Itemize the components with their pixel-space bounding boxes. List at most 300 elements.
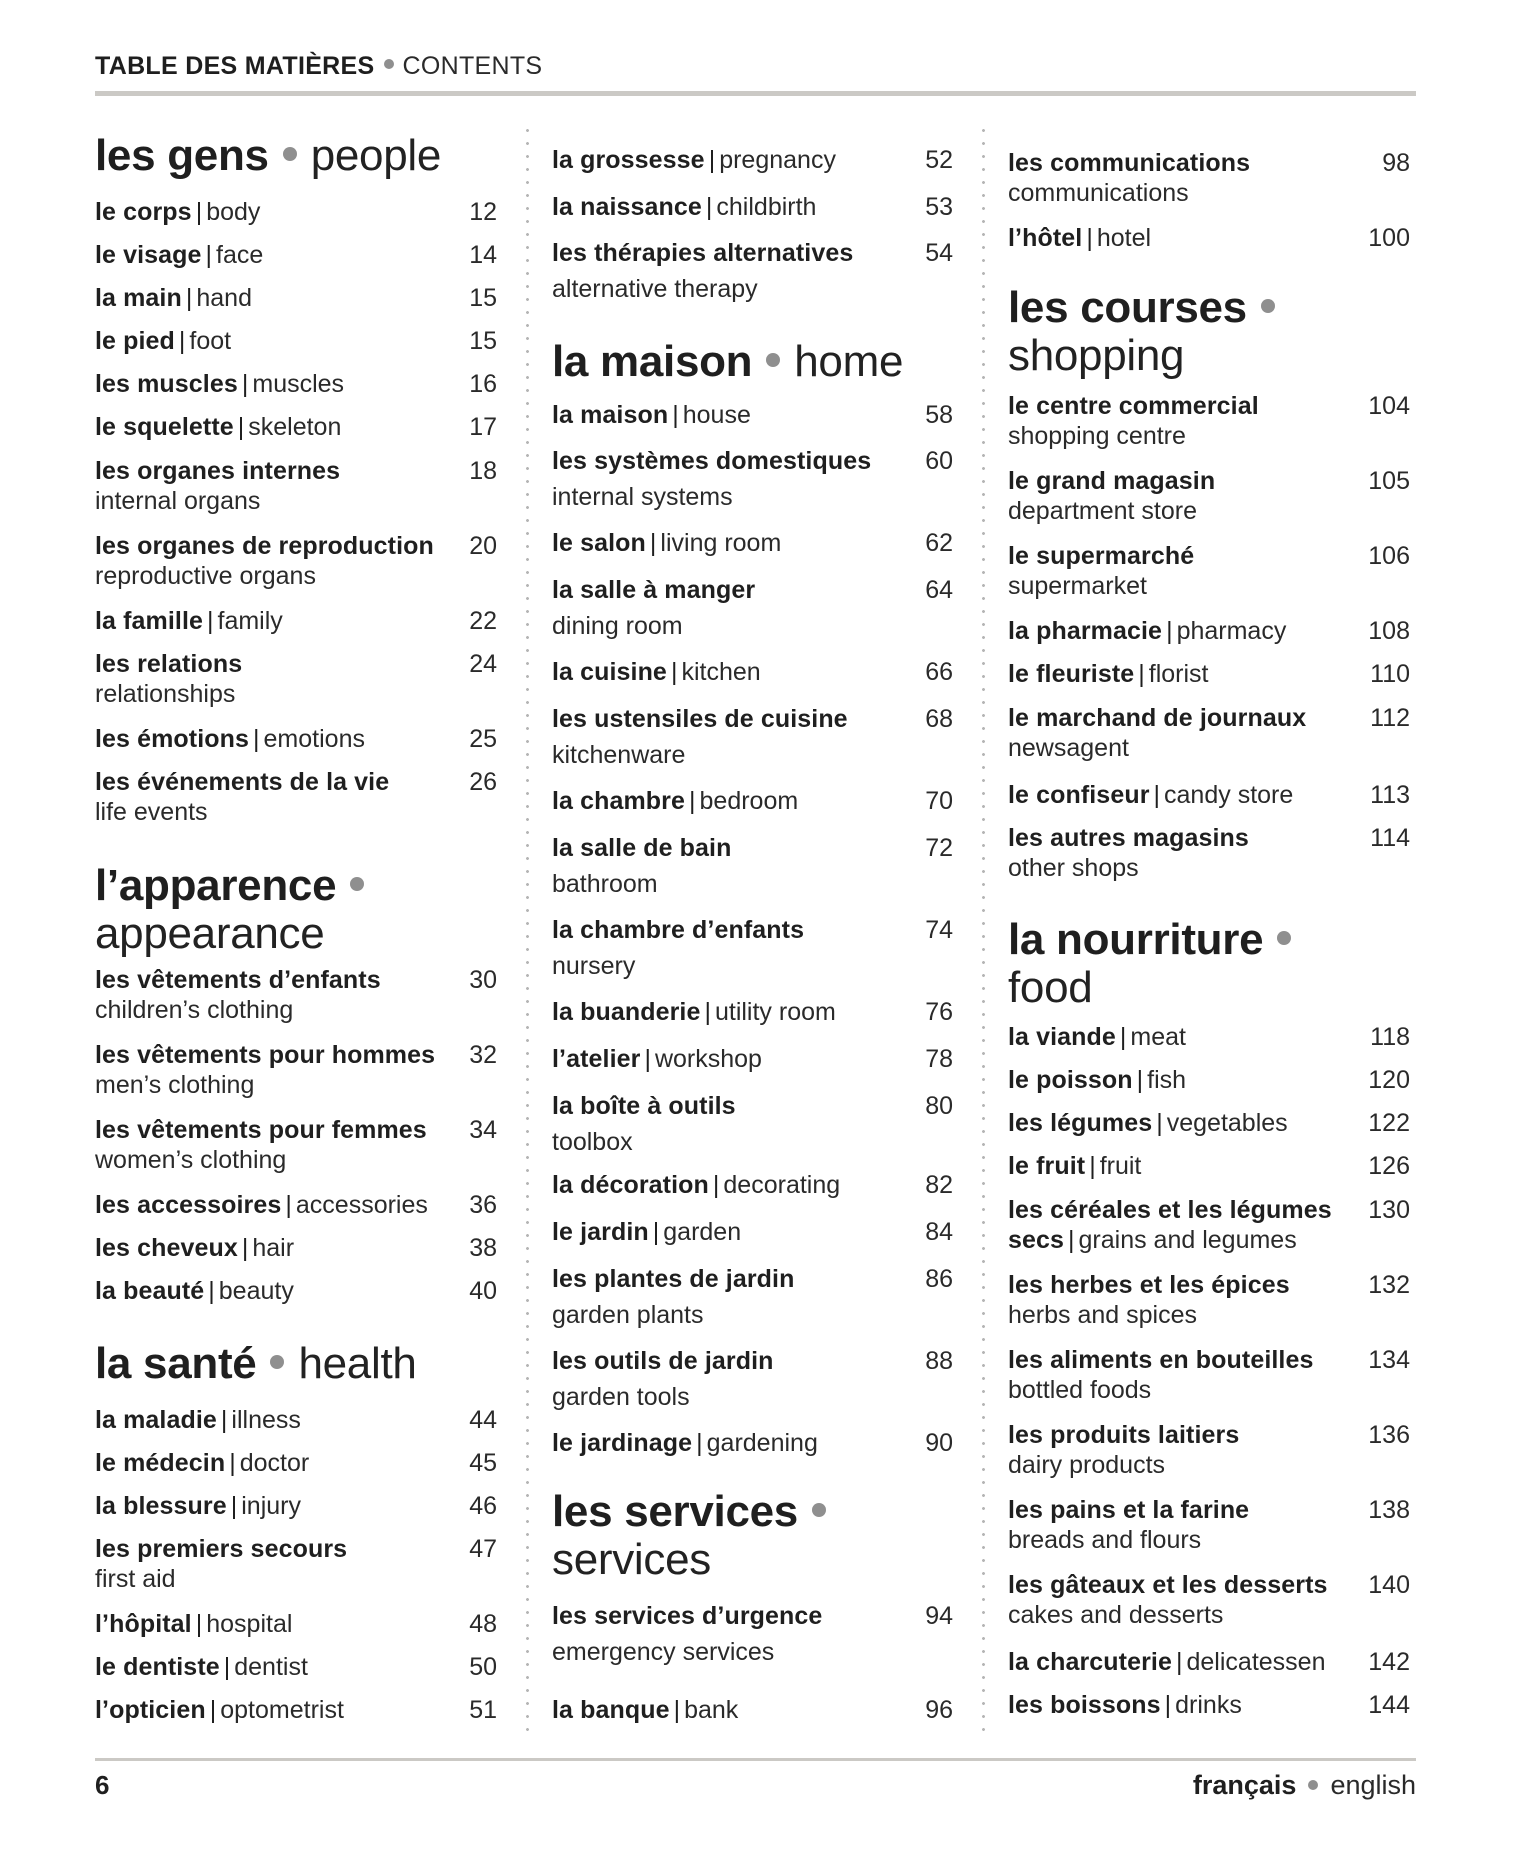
toc-entry[interactable] <box>552 657 953 687</box>
section-title-en: appearance <box>95 909 325 958</box>
entry-title-en: meat <box>1130 1023 1186 1051</box>
entry-title-fr: le pied <box>95 327 175 355</box>
page-number: 26 <box>469 768 497 796</box>
section-heading <box>95 132 441 180</box>
entry-line <box>1008 1300 1410 1330</box>
entry-line <box>95 679 497 709</box>
entry-title-en: men’s clothing <box>95 1071 255 1099</box>
entry-line <box>95 412 497 442</box>
page-number: 96 <box>925 1696 953 1724</box>
entry-line <box>95 724 497 754</box>
entry-title-fr: la pharmacie <box>1008 617 1163 645</box>
toc-entry[interactable] <box>95 1609 497 1639</box>
entry-title-en: foot <box>189 327 232 355</box>
toc-entry[interactable] <box>95 724 497 754</box>
bullet-icon <box>766 353 780 367</box>
entry-title-en: garden tools <box>552 1383 690 1411</box>
entry-title-fr: le visage <box>95 241 202 269</box>
toc-entry[interactable] <box>1008 1570 1410 1630</box>
entry-title-en: nursery <box>552 952 636 980</box>
separator-bar: | <box>205 241 213 269</box>
entry-title-fr: le dentiste <box>95 1653 220 1681</box>
toc-entry[interactable] <box>1008 659 1410 689</box>
entry-title-en: department store <box>1008 497 1197 525</box>
entry-line <box>95 1491 497 1521</box>
toc-entry[interactable] <box>95 1534 497 1594</box>
page-number: 32 <box>469 1041 497 1069</box>
toc-entry[interactable] <box>95 1695 497 1725</box>
toc-entry[interactable] <box>1008 1195 1410 1255</box>
separator-bar: | <box>223 1653 231 1681</box>
toc-entry[interactable] <box>552 1428 953 1458</box>
toc-entry[interactable] <box>552 1346 953 1412</box>
entry-line <box>552 1264 953 1294</box>
entry-line <box>95 1652 497 1682</box>
separator-bar: | <box>689 787 696 815</box>
page-number: 30 <box>469 966 497 994</box>
toc-entry[interactable] <box>1008 1647 1410 1677</box>
entry-line <box>552 528 953 558</box>
section-title-en: services <box>552 1535 711 1584</box>
separator-bar: | <box>652 1218 660 1246</box>
toc-entry[interactable] <box>1008 1345 1410 1405</box>
entry-title-en: breads and flours <box>1008 1526 1202 1554</box>
toc-entry[interactable] <box>1008 391 1410 451</box>
entry-title-fr: les gâteaux et les desserts <box>1008 1571 1328 1599</box>
entry-title-fr: le grand magasin <box>1008 467 1216 495</box>
page-number: 136 <box>1368 1421 1410 1449</box>
section-title-fr: la santé <box>95 1339 257 1388</box>
separator-bar: | <box>285 1191 292 1219</box>
toc-entry[interactable] <box>552 915 953 981</box>
separator-bar: | <box>1153 781 1161 809</box>
entry-line <box>552 869 953 899</box>
entry-line <box>552 740 953 770</box>
entry-line <box>552 274 953 304</box>
entry-title-en: bedroom <box>699 787 799 815</box>
entry-title-fr: la maladie <box>95 1406 217 1434</box>
separator-bar: | <box>712 1171 720 1199</box>
separator-bar: | <box>672 401 679 429</box>
footer-lang-en: english <box>1330 1770 1416 1800</box>
entry-line <box>552 1346 953 1376</box>
entry-title-fr: le corps <box>95 198 192 226</box>
toc-entry[interactable] <box>95 197 497 227</box>
page-number: 138 <box>1368 1496 1410 1524</box>
entry-title-fr: le marchand de journaux <box>1008 704 1307 732</box>
page-number: 108 <box>1368 617 1410 645</box>
toc-entry[interactable] <box>95 649 497 709</box>
entry-title-en: internal systems <box>552 483 733 511</box>
page-number: 76 <box>925 998 953 1026</box>
section-heading <box>1008 916 1305 1012</box>
toc-entry[interactable] <box>95 369 497 399</box>
page-number: 48 <box>469 1610 497 1638</box>
section-title-fr: la maison <box>552 337 753 386</box>
entry-title-en: dentist <box>234 1653 308 1681</box>
page-number: 66 <box>925 658 953 686</box>
toc-entry[interactable] <box>1008 1690 1410 1720</box>
entry-title-en: body <box>206 198 261 226</box>
entry-title-en: toolbox <box>552 1128 633 1156</box>
entry-title-en: fruit <box>1099 1152 1142 1180</box>
entry-line <box>552 997 953 1027</box>
section-title-fr: l’apparence <box>95 861 337 910</box>
toc-entry[interactable] <box>552 192 953 222</box>
entry-title-fr: les autres magasins <box>1008 824 1249 852</box>
toc-entry[interactable] <box>552 528 953 558</box>
toc-entry[interactable] <box>1008 541 1410 601</box>
toc-entry[interactable] <box>95 326 497 356</box>
entry-title-en: grains and legumes <box>1078 1226 1297 1254</box>
toc-entry[interactable] <box>95 412 497 442</box>
page-number: 50 <box>469 1653 497 1681</box>
entry-title-en: bathroom <box>552 870 658 898</box>
entry-line <box>552 1695 953 1725</box>
entry-title-fr: les cheveux <box>95 1234 238 1262</box>
bullet-icon <box>384 59 394 69</box>
entry-title-fr: le jardin <box>552 1218 649 1246</box>
entry-title-en: emotions <box>263 725 365 753</box>
entry-title-en: delicatessen <box>1186 1648 1326 1676</box>
toc-entry[interactable] <box>95 1040 497 1100</box>
toc-entry[interactable] <box>95 1448 497 1478</box>
entry-title-fr: les légumes <box>1008 1109 1153 1137</box>
bullet-icon <box>270 1355 284 1369</box>
page-number: 12 <box>469 198 497 226</box>
section-title-fr: les courses <box>1008 283 1247 332</box>
toc-entry[interactable] <box>95 606 497 636</box>
separator-bar: | <box>1156 1109 1163 1137</box>
entry-title-fr: les herbes et les épices <box>1008 1271 1290 1299</box>
entry-line <box>552 786 953 816</box>
page-number: 140 <box>1368 1571 1410 1599</box>
page-number: 142 <box>1368 1648 1410 1676</box>
entry-title-en: life events <box>95 798 208 826</box>
page-number: 20 <box>469 532 497 560</box>
page-number: 14 <box>469 241 497 269</box>
entry-title-en: vegetables <box>1166 1109 1288 1137</box>
entry-title-en: bottled foods <box>1008 1376 1152 1404</box>
page-number: 40 <box>469 1277 497 1305</box>
toc-entry[interactable] <box>1008 148 1410 208</box>
toc-entry[interactable] <box>552 446 953 512</box>
entry-title-fr: la famille <box>95 607 203 635</box>
entry-title-fr: les ustensiles de cuisine <box>552 705 848 733</box>
footer-lang-fr: français <box>1192 1770 1297 1800</box>
entry-line <box>1008 391 1410 421</box>
page-number: 80 <box>925 1092 953 1120</box>
entry-line <box>552 704 953 734</box>
page-number: 36 <box>469 1191 497 1219</box>
section-title-en: people <box>310 131 442 180</box>
entry-line <box>552 1217 953 1247</box>
toc-entry[interactable] <box>95 767 497 827</box>
separator-bar: | <box>649 529 657 557</box>
toc-entry[interactable] <box>1008 223 1410 253</box>
entry-title-fr: la salle de bain <box>552 834 732 862</box>
page-number: 72 <box>925 834 953 862</box>
toc-entry[interactable] <box>552 704 953 770</box>
entry-line <box>552 915 953 945</box>
entry-line <box>95 965 497 995</box>
entry-line <box>1008 1065 1410 1095</box>
entry-title-en: relationships <box>95 680 236 708</box>
toc-entry[interactable] <box>552 1695 953 1725</box>
entry-title-fr: les relations <box>95 650 243 678</box>
entry-line <box>95 1190 497 1220</box>
entry-line <box>1008 733 1410 763</box>
toc-entry[interactable] <box>95 965 497 1025</box>
entry-title-fr: les plantes de jardin <box>552 1265 795 1293</box>
page-number: 25 <box>469 725 497 753</box>
toc-entry[interactable] <box>552 997 953 1027</box>
entry-line <box>95 797 497 827</box>
entry-title-fr: le médecin <box>95 1449 226 1477</box>
entry-line <box>1008 223 1410 253</box>
entry-title-en: garden <box>663 1218 742 1246</box>
entry-title-en: hospital <box>206 1610 293 1638</box>
entry-title-fr: l’atelier <box>552 1045 641 1073</box>
entry-line <box>95 326 497 356</box>
separator-bar: | <box>1136 1066 1144 1094</box>
toc-entry[interactable] <box>1008 1495 1410 1555</box>
toc-entry[interactable] <box>552 145 953 175</box>
entry-title-fr: l’opticien <box>95 1696 206 1724</box>
bullet-icon <box>1261 299 1275 313</box>
separator-bar: | <box>253 725 260 753</box>
entry-line <box>1008 148 1410 178</box>
entry-line <box>95 767 497 797</box>
page-number: 62 <box>925 529 953 557</box>
separator-bar: | <box>1166 617 1173 645</box>
page-number: 88 <box>925 1347 953 1375</box>
page-number: 6 <box>95 1770 110 1800</box>
toc-entry[interactable] <box>1008 823 1410 883</box>
entry-title-en: shopping centre <box>1008 422 1186 450</box>
entry-title-fr: les boissons <box>1008 1691 1161 1719</box>
entry-title-fr: la maison <box>552 401 669 429</box>
toc-entry[interactable] <box>95 1405 497 1435</box>
separator-bar: | <box>670 658 678 686</box>
entry-line <box>552 1382 953 1412</box>
entry-title-en: cakes and desserts <box>1008 1601 1224 1629</box>
toc-entry[interactable] <box>1008 703 1410 763</box>
page-number: 126 <box>1368 1152 1410 1180</box>
section-title-en: shopping <box>1008 331 1185 380</box>
entry-title-en: house <box>682 401 751 429</box>
header-title-en: CONTENTS <box>402 52 543 80</box>
toc-entry[interactable] <box>1008 1108 1410 1138</box>
separator-bar: | <box>209 1696 217 1724</box>
toc-entry[interactable] <box>1008 780 1410 810</box>
toc-entry[interactable] <box>1008 1022 1410 1052</box>
entry-title-fr: les systèmes domestiques <box>552 447 872 475</box>
toc-entry[interactable] <box>552 575 953 641</box>
entry-title-fr: les accessoires <box>95 1191 282 1219</box>
toc-entry[interactable] <box>95 1233 497 1263</box>
entry-line <box>1008 1022 1410 1052</box>
entry-title-en: muscles <box>252 370 345 398</box>
entry-line <box>95 197 497 227</box>
entry-title-fr: les céréales et les légumes <box>1008 1196 1332 1224</box>
separator-bar: | <box>1089 1152 1096 1180</box>
entry-line <box>95 1564 497 1594</box>
page-number: 110 <box>1370 660 1410 688</box>
toc-entry[interactable] <box>552 400 953 430</box>
entry-title-en: doctor <box>239 1449 310 1477</box>
separator-bar: | <box>178 327 186 355</box>
toc-entry[interactable] <box>95 1115 497 1175</box>
entry-line <box>95 486 497 516</box>
entry-title-en: pharmacy <box>1176 617 1287 645</box>
column-divider <box>982 124 985 1734</box>
entry-title-en: decorating <box>723 1171 841 1199</box>
entry-title-en: drinks <box>1175 1691 1242 1719</box>
entry-title-en: emergency services <box>552 1638 775 1666</box>
toc-entry[interactable] <box>552 1044 953 1074</box>
entry-title-en: candy store <box>1164 781 1294 809</box>
separator-bar: | <box>220 1406 228 1434</box>
toc-entry[interactable] <box>95 1491 497 1521</box>
entry-line <box>1008 1375 1410 1405</box>
entry-line <box>95 369 497 399</box>
entry-title-en: hotel <box>1096 224 1152 252</box>
entry-title-fr: le squelette <box>95 413 234 441</box>
entry-title-en: herbs and spices <box>1008 1301 1198 1329</box>
toc-entry[interactable] <box>95 1190 497 1220</box>
entry-line <box>552 1637 953 1667</box>
page-number: 15 <box>469 327 497 355</box>
page-number: 64 <box>925 576 953 604</box>
entry-line <box>552 192 953 222</box>
toc-entry[interactable] <box>1008 1270 1410 1330</box>
header-rule <box>95 91 1416 96</box>
entry-line <box>1008 421 1410 451</box>
toc-entry[interactable] <box>95 240 497 270</box>
entry-line <box>95 1448 497 1478</box>
entry-line <box>1008 496 1410 526</box>
entry-line <box>1008 1151 1410 1181</box>
page-number: 94 <box>925 1602 953 1630</box>
entry-title-en: skeleton <box>248 413 342 441</box>
entry-title-fr: le jardinage <box>552 1429 693 1457</box>
entry-title-fr: les organes de reproduction <box>95 532 434 560</box>
entry-title-en: family <box>217 607 283 635</box>
page-number: 60 <box>925 447 953 475</box>
toc-entry[interactable] <box>95 531 497 591</box>
entry-line <box>1008 1195 1410 1225</box>
toc-entry[interactable] <box>1008 466 1410 526</box>
entry-line <box>1008 1525 1410 1555</box>
separator-bar: | <box>230 1492 238 1520</box>
page-number: 120 <box>1368 1066 1410 1094</box>
toc-entry[interactable] <box>1008 1420 1410 1480</box>
entry-line <box>95 1040 497 1070</box>
entry-title-fr: le poisson <box>1008 1066 1133 1094</box>
entry-title-fr: les premiers secours <box>95 1535 348 1563</box>
bullet-icon <box>1277 931 1291 945</box>
page-number: 45 <box>469 1449 497 1477</box>
entry-title-en: gardening <box>706 1429 818 1457</box>
page-number: 118 <box>1370 1023 1410 1051</box>
toc-entry[interactable] <box>95 1652 497 1682</box>
entry-line <box>552 575 953 605</box>
toc-entry[interactable] <box>552 1091 953 1157</box>
entry-line <box>1008 1270 1410 1300</box>
section-heading <box>1008 284 1289 380</box>
entry-title-en: workshop <box>654 1045 762 1073</box>
column-divider <box>526 124 529 1734</box>
separator-bar: | <box>705 193 713 221</box>
entry-title-fr: les produits laitiers <box>1008 1421 1240 1449</box>
page-number: 16 <box>469 370 497 398</box>
toc-entry[interactable] <box>552 1217 953 1247</box>
section-title-fr: la nourriture <box>1008 915 1264 964</box>
entry-line <box>95 1145 497 1175</box>
toc-entry[interactable] <box>1008 1065 1410 1095</box>
page-number: 78 <box>925 1045 953 1073</box>
page-number: 46 <box>469 1492 497 1520</box>
entry-line <box>95 1405 497 1435</box>
entry-title-fr: les émotions <box>95 725 250 753</box>
page-number: 17 <box>469 413 497 441</box>
entry-line <box>1008 1600 1410 1630</box>
entry-line <box>1008 823 1410 853</box>
section-heading <box>552 338 903 386</box>
entry-title-en: florist <box>1148 660 1209 688</box>
section-title-en: home <box>794 337 904 386</box>
page-number: 144 <box>1368 1691 1410 1719</box>
entry-title-en: pregnancy <box>719 146 836 174</box>
entry-title-fr: les outils de jardin <box>552 1347 774 1375</box>
toc-entry[interactable] <box>552 1170 953 1200</box>
entry-title-fr: les services d’urgence <box>552 1602 823 1630</box>
toc-entry[interactable] <box>95 456 497 516</box>
page-number: 122 <box>1368 1109 1410 1137</box>
entry-title-fr: la banque <box>552 1696 670 1724</box>
entry-title-fr: les organes internes <box>95 457 341 485</box>
entry-title-fr: la chambre d’enfants <box>552 916 805 944</box>
entry-title-en: accessories <box>295 1191 428 1219</box>
page-number: 132 <box>1368 1271 1410 1299</box>
entry-line <box>95 283 497 313</box>
entry-line <box>552 400 953 430</box>
entry-line <box>95 1534 497 1564</box>
entry-line <box>95 240 497 270</box>
page-number: 106 <box>1368 542 1410 570</box>
toc-entry[interactable] <box>552 238 953 304</box>
toc-entry[interactable] <box>1008 1151 1410 1181</box>
separator-bar: | <box>241 370 249 398</box>
toc-entry[interactable] <box>552 1601 953 1667</box>
page-number: 38 <box>469 1234 497 1262</box>
separator-bar: | <box>1086 224 1093 252</box>
toc-entry[interactable] <box>1008 616 1410 646</box>
entry-title-fr: les pains et la farine <box>1008 1496 1250 1524</box>
entry-line <box>552 446 953 476</box>
entry-line <box>95 1276 497 1306</box>
toc-entry[interactable] <box>552 833 953 899</box>
page-number: 82 <box>925 1171 953 1199</box>
toc-entry[interactable] <box>552 786 953 816</box>
entry-line <box>552 1300 953 1330</box>
entry-title-fr: les vêtements d’enfants <box>95 966 381 994</box>
separator-bar: | <box>185 284 193 312</box>
toc-entry[interactable] <box>552 1264 953 1330</box>
toc-entry[interactable] <box>95 283 497 313</box>
toc-entry[interactable] <box>95 1276 497 1306</box>
